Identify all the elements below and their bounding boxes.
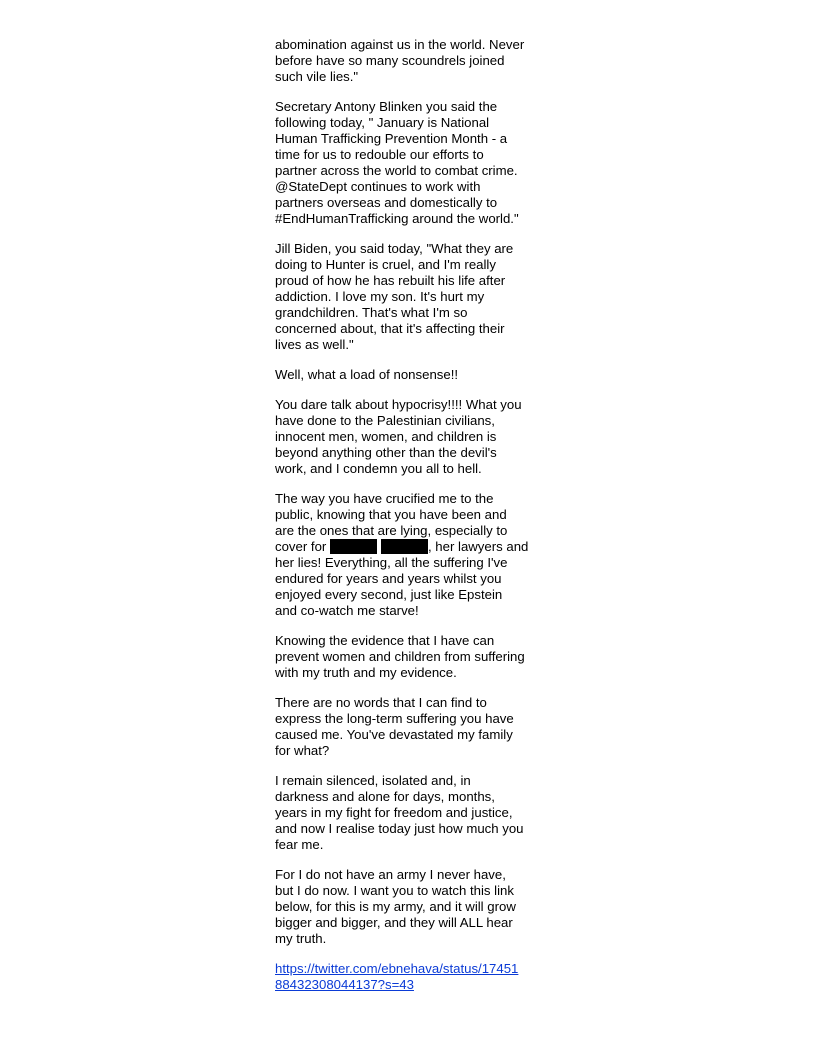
redacted-line-suffix: , her lawyers and xyxy=(427,539,529,554)
paragraph-7 xyxy=(275,633,545,681)
text-line: are the ones that are lying, especially to xyxy=(275,523,508,538)
text-line: I remain silenced, isolated and, in xyxy=(275,773,471,788)
text-line: fear me. xyxy=(275,837,324,852)
text-line: with my truth and my evidence. xyxy=(275,665,457,680)
text-line: prevent women and children from suffering xyxy=(275,649,525,664)
paragraph-3 xyxy=(275,241,545,353)
text-line: partner across the world to combat crime. xyxy=(275,163,518,178)
text-line: lives as well." xyxy=(275,337,354,352)
redaction-block xyxy=(381,539,428,554)
text-line: You dare talk about hypocrisy!!!! What you xyxy=(275,397,522,412)
text-line: her lies! Everything, all the suffering I've xyxy=(275,555,508,570)
paragraph-9 xyxy=(275,773,545,853)
text-line: partners overseas and domestically to xyxy=(275,195,498,210)
text-line: my truth. xyxy=(275,931,327,946)
text-line: Jill Biden, you said today, "What they are xyxy=(275,241,514,256)
link-paragraph xyxy=(275,961,545,993)
text-line: caused me. You've devastated my family xyxy=(275,727,513,742)
redacted-text-line xyxy=(275,539,545,555)
text-line: and co-watch me starve! xyxy=(275,603,419,618)
text-line: Human Trafficking Prevention Month - a xyxy=(275,131,508,146)
text-line: endured for years and years whilst you xyxy=(275,571,502,586)
link-line[interactable]: 88432308044137?s=43 xyxy=(275,977,414,992)
paragraph-6 xyxy=(275,491,545,619)
text-line: bigger and bigger, and they will ALL hear xyxy=(275,915,513,930)
text-line: #EndHumanTrafficking around the world." xyxy=(275,211,519,226)
paragraph-5 xyxy=(275,397,545,477)
text-line: and now I realise today just how much you xyxy=(275,821,524,836)
link-line[interactable]: https://twitter.com/ebnehava/status/17451 xyxy=(275,961,519,976)
text-line: years in my fight for freedom and justice, xyxy=(275,805,513,820)
redaction-block xyxy=(330,539,377,554)
text-line: for what? xyxy=(275,743,330,758)
text-line: innocent men, women, and children is xyxy=(275,429,497,444)
redacted-line-prefix: cover for xyxy=(275,539,330,554)
text-line: below, for this is my army, and it will grow xyxy=(275,899,516,914)
paragraph-10 xyxy=(275,867,545,947)
text-line: concerned about, that it's affecting their xyxy=(275,321,505,336)
text-line: There are no words that I can find to xyxy=(275,695,487,710)
text-line: abomination against us in the world. Never xyxy=(275,37,525,52)
text-line: following today, " January is National xyxy=(275,115,490,130)
text-line: such vile lies." xyxy=(275,69,359,84)
text-line: time for us to redouble our efforts to xyxy=(275,147,484,162)
text-line: Knowing the evidence that I have can xyxy=(275,633,495,648)
text-line: proud of how he has rebuilt his life after xyxy=(275,273,506,288)
text-line: express the long-term suffering you have xyxy=(275,711,514,726)
text-line: Well, what a load of nonsense!! xyxy=(275,367,459,382)
text-line: For I do not have an army I never have, xyxy=(275,867,506,882)
text-line: have done to the Palestinian civilians, xyxy=(275,413,495,428)
text-line: but I do now. I want you to watch this link xyxy=(275,883,514,898)
text-line: The way you have crucified me to the xyxy=(275,491,494,506)
text-line: before have so many scoundrels joined xyxy=(275,53,505,68)
text-line: addiction. I love my son. It's hurt my xyxy=(275,289,485,304)
text-line: beyond anything other than the devil's xyxy=(275,445,497,460)
text-line: grandchildren. That's what I'm so xyxy=(275,305,468,320)
paragraph-1 xyxy=(275,37,545,85)
text-line: enjoyed every second, just like Epstein xyxy=(275,587,503,602)
text-line: work, and I condemn you all to hell. xyxy=(275,461,482,476)
text-line: Secretary Antony Blinken you said the xyxy=(275,99,498,114)
paragraph-4 xyxy=(275,367,545,383)
twitter-status-link[interactable] xyxy=(275,961,545,993)
text-line: darkness and alone for days, months, xyxy=(275,789,495,804)
paragraph-8 xyxy=(275,695,545,759)
letter-body xyxy=(275,37,545,1007)
text-line: @StateDept continues to work with xyxy=(275,179,481,194)
text-line: doing to Hunter is cruel, and I'm really xyxy=(275,257,496,272)
paragraph-2 xyxy=(275,99,545,227)
text-line: public, knowing that you have been and xyxy=(275,507,507,522)
